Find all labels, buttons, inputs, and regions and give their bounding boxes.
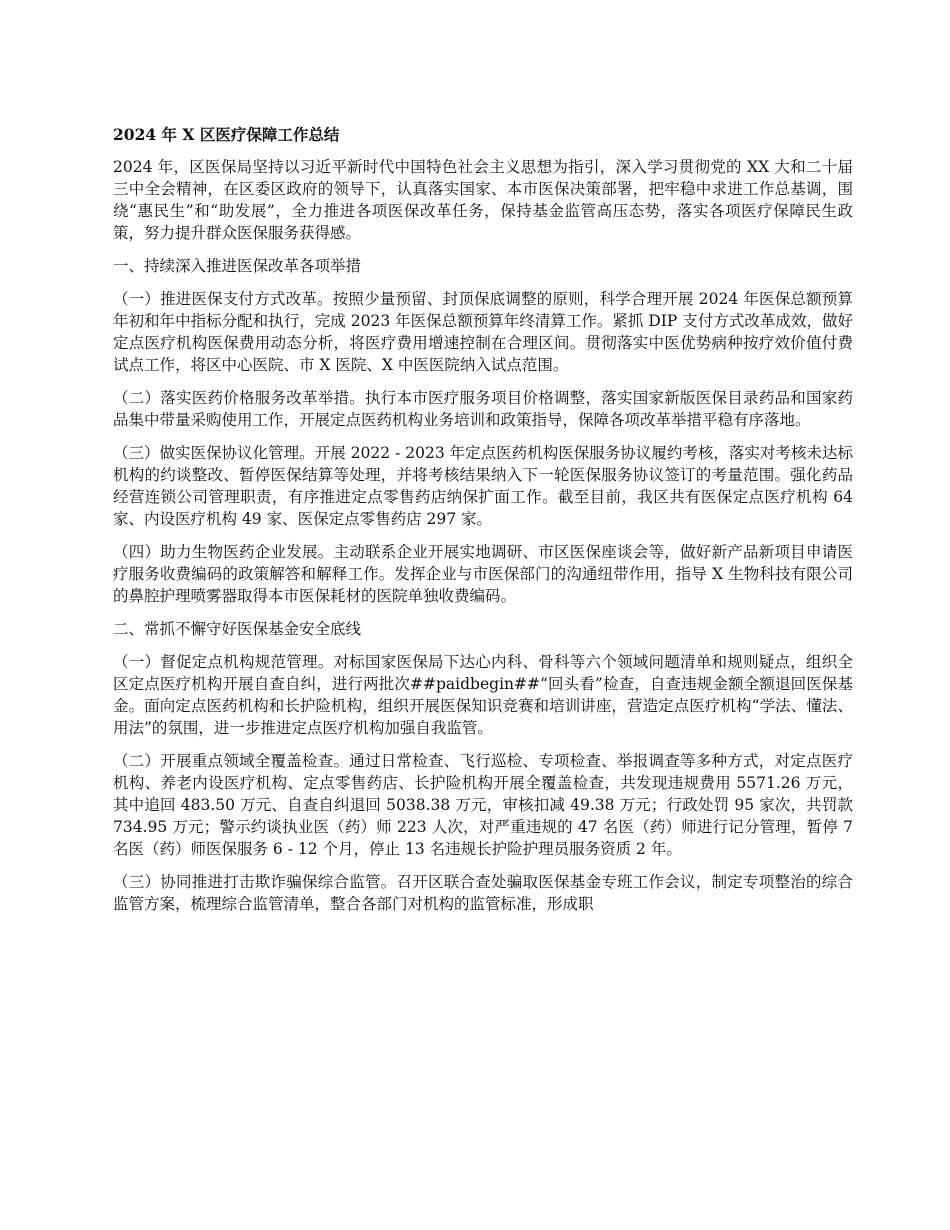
section-2-paragraph-1: （一）督促定点机构规范管理。对标国家医保局下达心内科、骨科等六个领域问题清单和规则疑点，组织全区定点医疗机构开展自查自纠，进行两批次##paidbegin##“回头看”检查，自查违规金额全额退回医保基金。面向定点医药机构和长护险机构，组织开展医保知识竞赛和培训讲座，营造定点医疗机构“学法、懂法、用法”的氛围，进一步推进定点医疗机构加强自我监管。 (113, 653, 853, 737)
section-1-paragraph-3: （三）做实医保协议化管理。开展 2022 - 2023 年定点医药机构医保服务协议履约考核，落实对考核未达标机构的约谈整改、暂停医保结算等处理，并将考核结果纳入下一轮医保服务协议签订的考量范围。强化药品经营连锁公司管理职责，有序推进定点零售药店纳保扩面工作。截至目前，我区共有医保定点医疗机构 64 家、内设医疗机构 49 家、医保定点零售药店 297 家。 (113, 444, 853, 528)
section-1-paragraph-2: （二）落实医药价格服务改革举措。执行本市医疗服务项目价格调整，落实国家新版医保目录药品和国家药品集中带量采购使用工作，开展定点医药机构业务培训和政策指导，保障各项改革举措平稳有序落地。 (113, 389, 853, 429)
section-2-paragraph-2: （二）开展重点领域全覆盖检查。通过日常检查、飞行巡检、专项检查、举报调查等多种方式，对定点医疗机构、养老内设医疗机构、定点零售药店、长护险机构开展全覆盖检查，共发现违规费用 5571.26 万元，其中追回 483.50 万元、自查自纠退回 5038.38 万元，审核扣减 49.38 万元；行政处罚 95 家次，共罚款 734.95 万元；警示约谈执业医（药）师 223 人次，对严重违规的 47 名医（药）师进行记分管理，暂停 7 名医（药）师医保服务 6 - 12 个月，停止 13 名违规长护险护理员服务资质 2 年。 (113, 752, 853, 858)
document-title: 2024 年 X 区医疗保障工作总结 (113, 125, 340, 144)
section-2-paragraph-3: （三）协同推进打击欺诈骗保综合监管。召开区联合查处骗取医保基金专班工作会议，制定专项整治的综合监管方案，梳理综合监管清单，整合各部门对机构的监管标准，形成职 (113, 873, 853, 913)
section-2-heading: 二、常抓不懈守好医保基金安全底线 (113, 620, 362, 638)
document-page (113, 124, 853, 926)
intro-paragraph: 2024 年，区医保局坚持以习近平新时代中国特色社会主义思想为指引，深入学习贯彻党的 XX 大和二十届三中全会精神，在区委区政府的领导下，认真落实国家、本市医保决策部署，把牢稳中求进工作总基调，围绕“惠民生”和“助发展”，全力推进各项医保改革任务，保持基金监管高压态势，落实各项医疗保障民生政策，努力提升群众医保服务获得感。 (113, 158, 853, 242)
section-1-heading: 一、持续深入推进医保改革各项举措 (113, 257, 362, 275)
section-1-paragraph-4: （四）助力生物医药企业发展。主动联系企业开展实地调研、市区医保座谈会等，做好新产品新项目申请医疗服务收费编码的政策解答和解释工作。发挥企业与市医保部门的沟通纽带作用，指导 X 生物科技有限公司的鼻腔护理喷雾器取得本市医保耗材的医院单独收费编码。 (113, 543, 853, 605)
section-1-paragraph-1: （一）推进医保支付方式改革。按照少量预留、封顶保底调整的原则，科学合理开展 2024 年医保总额预算年初和年中指标分配和执行，完成 2023 年医保总额预算年终清算工作。紧抓 DIP 支付方式改革成效，做好定点医疗机构医保费用动态分析，将医疗费用增速控制在合理区间。贯彻落实中医优势病种按疗效价值付费试点工作，将区中心医院、市 X 医院、X 中医医院纳入试点范围。 (113, 290, 853, 374)
